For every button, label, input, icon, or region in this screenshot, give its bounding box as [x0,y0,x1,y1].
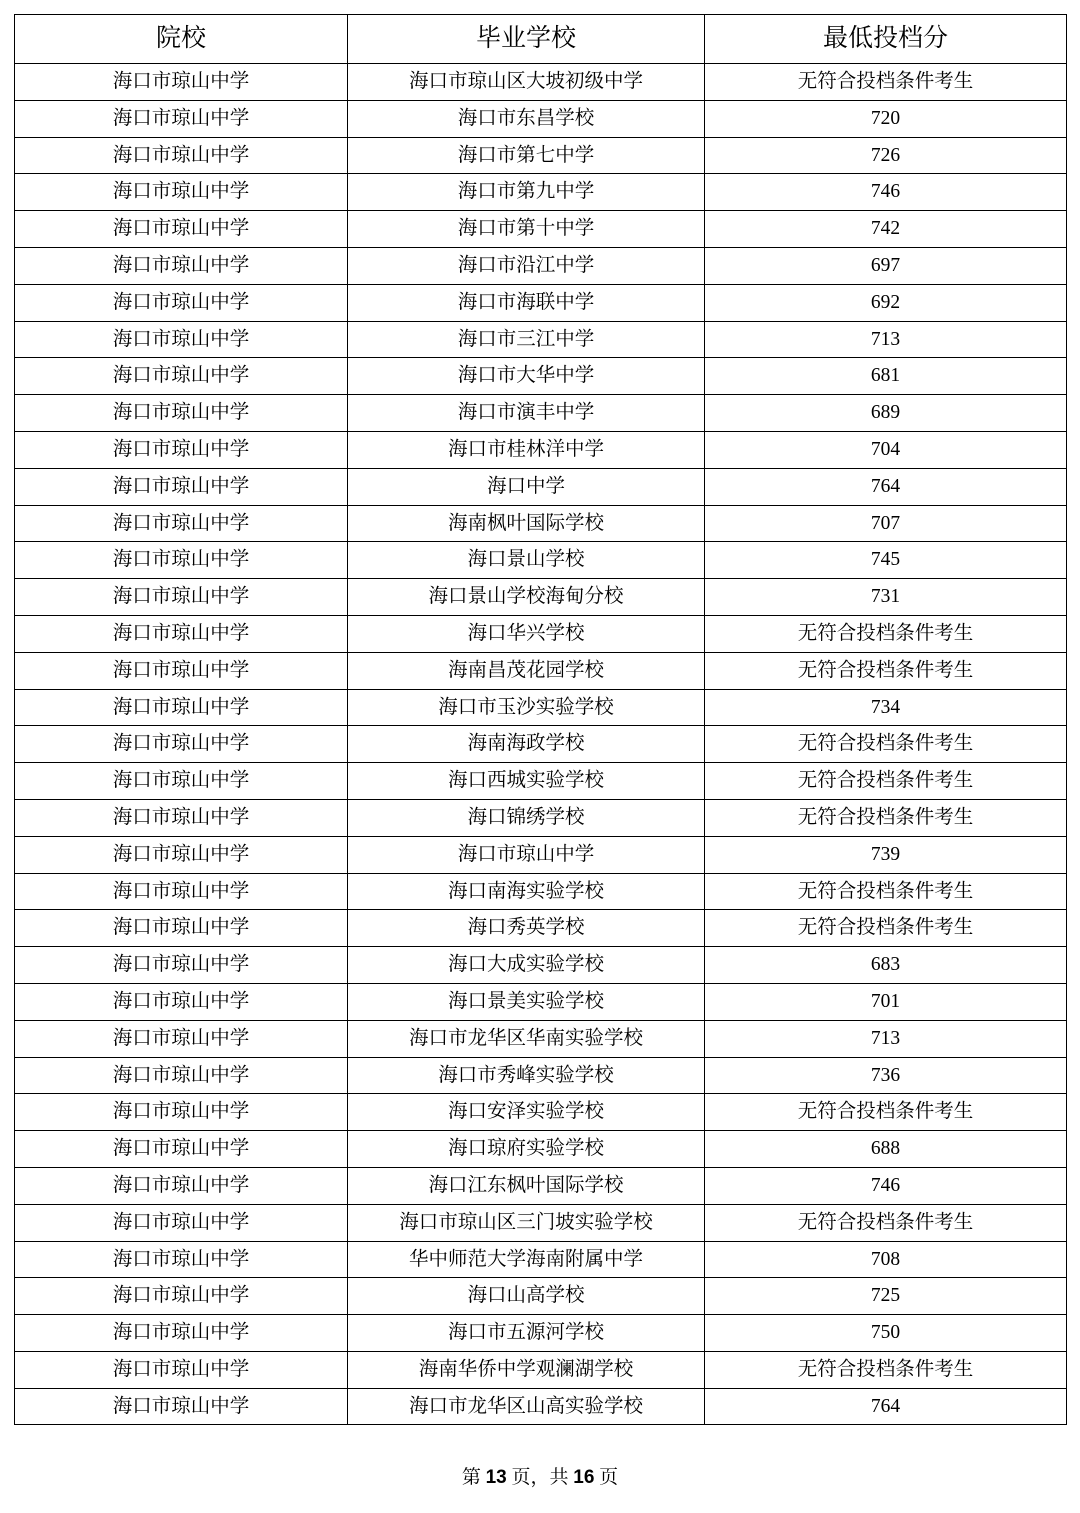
cell-school: 海口市琼山中学 [15,1278,348,1315]
cell-min-score: 692 [705,284,1067,321]
cell-graduating-school: 海口琼府实验学校 [348,1131,705,1168]
cell-school: 海口市琼山中学 [15,1388,348,1425]
cell-school: 海口市琼山中学 [15,174,348,211]
cell-school: 海口市琼山中学 [15,358,348,395]
table-row [15,1241,1067,1278]
cell-graduating-school: 海口市东昌学校 [348,100,705,137]
cell-graduating-school: 海口市龙华区山高实验学校 [348,1388,705,1425]
cell-min-score: 731 [705,579,1067,616]
footer-suffix: 页 [594,1467,619,1488]
cell-school: 海口市琼山中学 [15,1167,348,1204]
cell-min-score: 746 [705,1167,1067,1204]
table-row [15,174,1067,211]
cell-min-score: 736 [705,1057,1067,1094]
table-row [15,763,1067,800]
cell-min-score: 739 [705,836,1067,873]
cell-min-score: 713 [705,1020,1067,1057]
cell-school: 海口市琼山中学 [15,1204,348,1241]
table-body [15,64,1067,1425]
column-header-school: 院校 [15,15,348,64]
cell-school: 海口市琼山中学 [15,836,348,873]
table-row [15,652,1067,689]
column-header-graduating-school: 毕业学校 [348,15,705,64]
cell-graduating-school: 海口山高学校 [348,1278,705,1315]
cell-graduating-school: 海口中学 [348,468,705,505]
cell-graduating-school: 海南华侨中学观澜湖学校 [348,1351,705,1388]
cell-graduating-school: 海南枫叶国际学校 [348,505,705,542]
cell-graduating-school: 海口市玉沙实验学校 [348,689,705,726]
cell-graduating-school: 华中师范大学海南附属中学 [348,1241,705,1278]
table-row [15,689,1067,726]
cell-min-score: 707 [705,505,1067,542]
cell-graduating-school: 海口秀英学校 [348,910,705,947]
cell-min-score: 无符合投档条件考生 [705,726,1067,763]
cell-school: 海口市琼山中学 [15,763,348,800]
cell-school: 海口市琼山中学 [15,579,348,616]
cell-min-score: 681 [705,358,1067,395]
cell-graduating-school: 海口市龙华区华南实验学校 [348,1020,705,1057]
cell-min-score: 701 [705,983,1067,1020]
footer-prefix: 第 [461,1467,486,1488]
cell-graduating-school: 海口锦绣学校 [348,799,705,836]
table-row [15,799,1067,836]
table-row [15,100,1067,137]
admission-score-table [14,14,1067,1425]
cell-graduating-school: 海口南海实验学校 [348,873,705,910]
cell-school: 海口市琼山中学 [15,100,348,137]
cell-min-score: 720 [705,100,1067,137]
cell-graduating-school: 海口大成实验学校 [348,947,705,984]
cell-min-score: 无符合投档条件考生 [705,1204,1067,1241]
table-row [15,247,1067,284]
cell-school: 海口市琼山中学 [15,652,348,689]
cell-school: 海口市琼山中学 [15,137,348,174]
cell-min-score: 764 [705,1388,1067,1425]
cell-school: 海口市琼山中学 [15,64,348,101]
cell-min-score: 无符合投档条件考生 [705,64,1067,101]
cell-graduating-school: 海口市琼山中学 [348,836,705,873]
cell-graduating-school: 海口市三江中学 [348,321,705,358]
cell-school: 海口市琼山中学 [15,726,348,763]
cell-graduating-school: 海口景山学校 [348,542,705,579]
cell-graduating-school: 海口市沿江中学 [348,247,705,284]
table-row [15,358,1067,395]
table-row [15,579,1067,616]
table-row [15,1388,1067,1425]
cell-graduating-school: 海口市第九中学 [348,174,705,211]
cell-school: 海口市琼山中学 [15,1351,348,1388]
cell-min-score: 750 [705,1315,1067,1352]
cell-graduating-school: 海口江东枫叶国际学校 [348,1167,705,1204]
cell-min-score: 无符合投档条件考生 [705,763,1067,800]
cell-graduating-school: 海口市第七中学 [348,137,705,174]
cell-graduating-school: 海口景山学校海甸分校 [348,579,705,616]
table-header [15,15,1067,64]
cell-school: 海口市琼山中学 [15,211,348,248]
cell-graduating-school: 海口市第十中学 [348,211,705,248]
footer-total-pages: 16 [573,1467,595,1488]
table-row [15,1315,1067,1352]
page-footer [0,1462,1080,1489]
cell-min-score: 697 [705,247,1067,284]
table-row [15,395,1067,432]
table-row [15,1278,1067,1315]
footer-middle: 页，共 [506,1467,574,1488]
table-row [15,211,1067,248]
table-row [15,1131,1067,1168]
column-header-min-score: 最低投档分 [705,15,1067,64]
table-row [15,1351,1067,1388]
cell-school: 海口市琼山中学 [15,873,348,910]
cell-min-score: 683 [705,947,1067,984]
table-row [15,910,1067,947]
table-row [15,615,1067,652]
cell-graduating-school: 海口安泽实验学校 [348,1094,705,1131]
cell-graduating-school: 海口市桂林洋中学 [348,431,705,468]
table-row [15,321,1067,358]
cell-min-score: 无符合投档条件考生 [705,615,1067,652]
cell-min-score: 无符合投档条件考生 [705,873,1067,910]
cell-graduating-school: 海口市五源河学校 [348,1315,705,1352]
cell-school: 海口市琼山中学 [15,505,348,542]
cell-school: 海口市琼山中学 [15,542,348,579]
cell-min-score: 无符合投档条件考生 [705,1094,1067,1131]
cell-graduating-school: 海口市琼山区三门坡实验学校 [348,1204,705,1241]
cell-min-score: 713 [705,321,1067,358]
footer-current-page: 13 [485,1467,507,1488]
table-row [15,873,1067,910]
cell-graduating-school: 海口市演丰中学 [348,395,705,432]
table-row [15,1057,1067,1094]
cell-min-score: 764 [705,468,1067,505]
cell-min-score: 746 [705,174,1067,211]
cell-school: 海口市琼山中学 [15,247,348,284]
table-row [15,542,1067,579]
cell-min-score: 无符合投档条件考生 [705,652,1067,689]
cell-min-score: 726 [705,137,1067,174]
cell-graduating-school: 海口市大华中学 [348,358,705,395]
cell-graduating-school: 海南海政学校 [348,726,705,763]
table-row [15,137,1067,174]
cell-min-score: 725 [705,1278,1067,1315]
cell-min-score: 无符合投档条件考生 [705,799,1067,836]
cell-graduating-school: 海口市琼山区大坡初级中学 [348,64,705,101]
cell-school: 海口市琼山中学 [15,799,348,836]
cell-school: 海口市琼山中学 [15,468,348,505]
table-row [15,468,1067,505]
cell-school: 海口市琼山中学 [15,910,348,947]
cell-school: 海口市琼山中学 [15,1057,348,1094]
cell-school: 海口市琼山中学 [15,947,348,984]
cell-min-score: 688 [705,1131,1067,1168]
cell-school: 海口市琼山中学 [15,395,348,432]
table-header-row [15,15,1067,64]
cell-min-score: 704 [705,431,1067,468]
cell-graduating-school: 海口华兴学校 [348,615,705,652]
cell-school: 海口市琼山中学 [15,284,348,321]
cell-school: 海口市琼山中学 [15,983,348,1020]
cell-school: 海口市琼山中学 [15,1241,348,1278]
table-row [15,726,1067,763]
cell-school: 海口市琼山中学 [15,431,348,468]
cell-school: 海口市琼山中学 [15,1094,348,1131]
table-row [15,1167,1067,1204]
table-row [15,983,1067,1020]
table-row [15,1094,1067,1131]
cell-min-score: 734 [705,689,1067,726]
cell-min-score: 708 [705,1241,1067,1278]
cell-min-score: 689 [705,395,1067,432]
cell-min-score: 745 [705,542,1067,579]
cell-graduating-school: 海口市海联中学 [348,284,705,321]
cell-school: 海口市琼山中学 [15,1315,348,1352]
table-row [15,431,1067,468]
cell-min-score: 无符合投档条件考生 [705,910,1067,947]
cell-school: 海口市琼山中学 [15,689,348,726]
cell-graduating-school: 海口西城实验学校 [348,763,705,800]
table-row [15,284,1067,321]
cell-min-score: 742 [705,211,1067,248]
table-row [15,947,1067,984]
table-row [15,64,1067,101]
cell-min-score: 无符合投档条件考生 [705,1351,1067,1388]
table-row [15,505,1067,542]
cell-school: 海口市琼山中学 [15,1131,348,1168]
cell-graduating-school: 海口景美实验学校 [348,983,705,1020]
table-row [15,1020,1067,1057]
cell-school: 海口市琼山中学 [15,1020,348,1057]
cell-school: 海口市琼山中学 [15,615,348,652]
table-row [15,836,1067,873]
table-row [15,1204,1067,1241]
cell-school: 海口市琼山中学 [15,321,348,358]
cell-graduating-school: 海口市秀峰实验学校 [348,1057,705,1094]
cell-graduating-school: 海南昌茂花园学校 [348,652,705,689]
